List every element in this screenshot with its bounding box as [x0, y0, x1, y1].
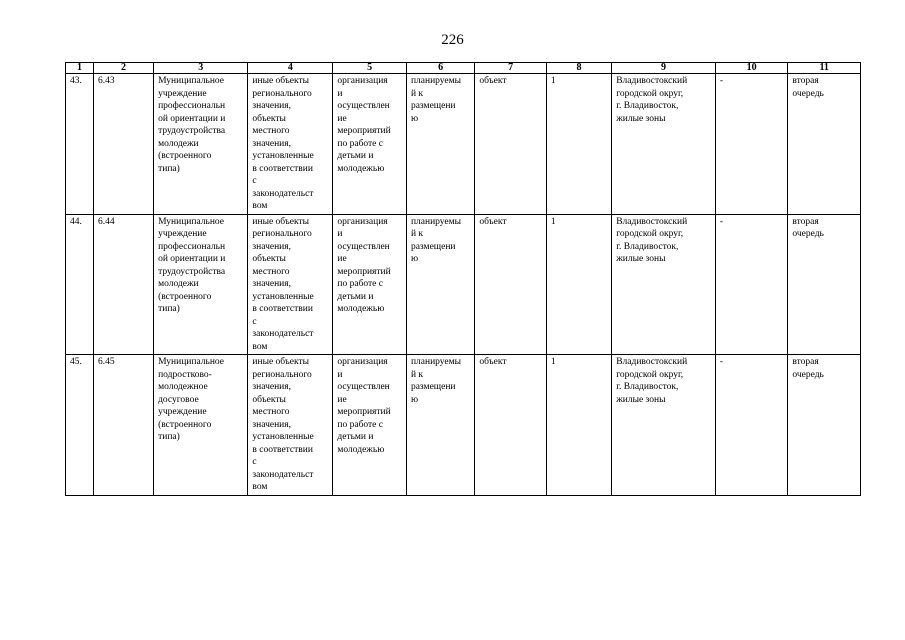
column-10-value: - — [715, 74, 788, 215]
object-status: планируемы й к размещени ю — [406, 74, 474, 215]
row-number: 45. — [66, 355, 94, 496]
object-quantity: 1 — [546, 74, 611, 215]
object-code: 6.43 — [93, 74, 153, 215]
column-header: 11 — [788, 63, 861, 74]
object-unit: объект — [475, 355, 547, 496]
object-code: 6.45 — [93, 355, 153, 496]
objects-table — [65, 62, 861, 496]
column-header: 8 — [546, 63, 611, 74]
object-code: 6.44 — [93, 214, 153, 355]
row-number: 43. — [66, 74, 94, 215]
header-row — [66, 63, 861, 74]
column-10-value: - — [715, 214, 788, 355]
object-type: иные объекты регионального значения, объекты местного значения, установленные в соответствии с законодательст вом — [248, 355, 333, 496]
object-quantity: 1 — [546, 214, 611, 355]
object-name: Муниципальное учреждение профессиональн ой ориентации и трудоустройства молодежи (встроенного типа) — [154, 214, 248, 355]
table-row — [66, 74, 861, 215]
object-purpose: организация и осуществлен ие мероприятий по работе с детьми и молодежью — [333, 214, 407, 355]
object-stage: вторая очередь — [788, 214, 861, 355]
column-header: 10 — [715, 63, 788, 74]
row-number: 44. — [66, 214, 94, 355]
object-purpose: организация и осуществлен ие мероприятий по работе с детьми и молодежью — [333, 74, 407, 215]
column-header: 7 — [475, 63, 547, 74]
column-header: 6 — [406, 63, 474, 74]
object-purpose: организация и осуществлен ие мероприятий по работе с детьми и молодежью — [333, 355, 407, 496]
object-location: Владивостокский городской округ, г. Владивосток, жилые зоны — [612, 355, 716, 496]
object-stage: вторая очередь — [788, 74, 861, 215]
object-type: иные объекты регионального значения, объекты местного значения, установленные в соответствии с законодательст вом — [248, 74, 333, 215]
table-row — [66, 214, 861, 355]
object-unit: объект — [475, 74, 547, 215]
object-unit: объект — [475, 214, 547, 355]
object-name: Муниципальное учреждение профессиональн ой ориентации и трудоустройства молодежи (встроенного типа) — [154, 74, 248, 215]
object-stage: вторая очередь — [788, 355, 861, 496]
object-location: Владивостокский городской округ, г. Владивосток, жилые зоны — [612, 74, 716, 215]
page-number: 226 — [441, 32, 464, 48]
column-header: 2 — [93, 63, 153, 74]
object-type: иные объекты регионального значения, объекты местного значения, установленные в соответствии с законодательст вом — [248, 214, 333, 355]
column-header: 5 — [333, 63, 407, 74]
column-10-value: - — [715, 355, 788, 496]
column-header: 9 — [612, 63, 716, 74]
object-quantity: 1 — [546, 355, 611, 496]
object-name: Муниципальное подростково- молодежное досуговое учреждение (встроенного типа) — [154, 355, 248, 496]
column-header: 1 — [66, 63, 94, 74]
object-location: Владивостокский городской округ, г. Владивосток, жилые зоны — [612, 214, 716, 355]
object-status: планируемы й к размещени ю — [406, 355, 474, 496]
object-status: планируемы й к размещени ю — [406, 214, 474, 355]
column-header: 3 — [154, 63, 248, 74]
column-header: 4 — [248, 63, 333, 74]
table-row — [66, 355, 861, 496]
